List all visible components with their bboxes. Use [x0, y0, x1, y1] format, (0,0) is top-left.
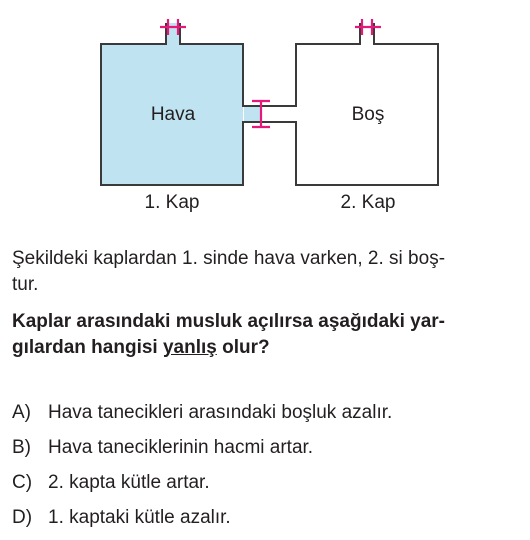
option-letter: B) — [12, 437, 31, 458]
option-text: Hava taneciklerinin hacmi artar. — [48, 437, 314, 458]
container-1-label: Hava — [150, 104, 196, 125]
option-letter: A) — [12, 402, 31, 423]
stem-line-1: Şekildeki kaplardan 1. sinde hava varken, 2. si boş- — [12, 248, 446, 269]
prompt-line-1: Kaplar arasındaki musluk açılırsa aşağıdaki yar- — [12, 311, 446, 332]
option-letter: D) — [12, 507, 33, 528]
caption-1: 1. Kap — [144, 192, 200, 213]
prompt-line-2-after: olur? — [216, 337, 270, 358]
option-d[interactable] — [12, 505, 392, 540]
pipe-air — [244, 107, 260, 121]
valve-top-2-icon — [355, 19, 381, 35]
prompt-line-2-before: gılardan hangisi — [12, 337, 163, 358]
option-text: Hava tanecikleri arasındaki boşluk azalır. — [48, 402, 393, 423]
option-text: 1. kaptaki kütle azalır. — [48, 507, 231, 528]
caption-2: 2. Kap — [340, 192, 396, 213]
question-stem — [12, 246, 522, 298]
container-2-label: Boş — [351, 104, 385, 125]
option-text: 2. kapta kütle artar. — [48, 472, 210, 493]
stem-line-2: tur. — [12, 274, 39, 295]
containers-figure — [0, 0, 530, 230]
option-b[interactable] — [12, 435, 392, 470]
answer-options — [12, 400, 392, 540]
option-a[interactable] — [12, 400, 392, 435]
prompt-line-2 — [12, 335, 524, 361]
option-c[interactable] — [12, 470, 392, 505]
option-letter: C) — [12, 472, 33, 493]
question-prompt — [12, 309, 524, 361]
prompt-underlined-word: yanlış — [162, 337, 217, 358]
